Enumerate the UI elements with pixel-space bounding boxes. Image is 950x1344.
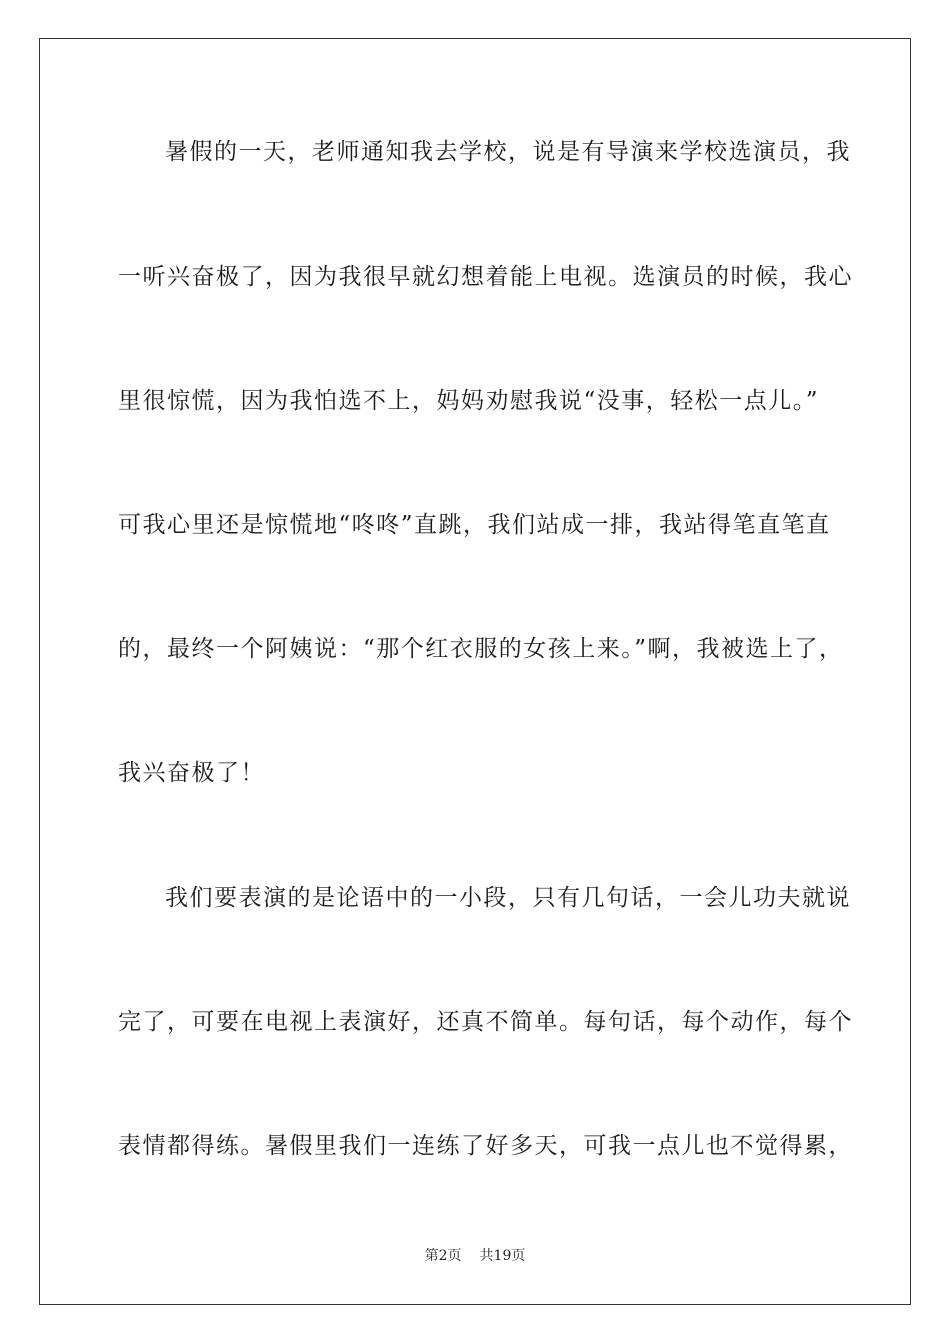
paragraph-2-line-2: 完了，可要在电视上表演好，还真不简单。每句话，每个动作，每个	[118, 1009, 853, 1035]
paragraph-1-line-6: 我兴奋极了！	[118, 760, 265, 786]
page-footer	[0, 1247, 950, 1265]
paragraph-1-line-2: 一听兴奋极了，因为我很早就幻想着能上电视。选演员的时候，我心	[118, 264, 853, 290]
page-number-current: 第2页	[424, 1248, 462, 1264]
page-number-total: 共19页	[479, 1248, 526, 1264]
paragraph-1-line-5: 的，最终一个阿姨说：“那个红衣服的女孩上来。”啊，我被选上了，	[118, 636, 844, 662]
paragraph-2-line-3: 表情都得练。暑假里我们一连练了好多天，可我一点儿也不觉得累，	[118, 1133, 853, 1159]
paragraph-1-line-4: 可我心里还是惊慌地“咚咚”直跳，我们站成一排，我站得笔直笔直	[118, 512, 831, 538]
paragraph-1-line-3: 里很惊慌，因为我怕选不上，妈妈劝慰我说“没事，轻松一点儿。”	[118, 388, 820, 414]
paragraph-2-line-1: 我们要表演的是论语中的一小段，只有几句话，一会儿功夫就说	[165, 885, 851, 911]
page-border	[39, 38, 911, 1305]
paragraph-1-line-1: 暑假的一天，老师通知我去学校，说是有导演来学校选演员，我	[165, 139, 851, 165]
